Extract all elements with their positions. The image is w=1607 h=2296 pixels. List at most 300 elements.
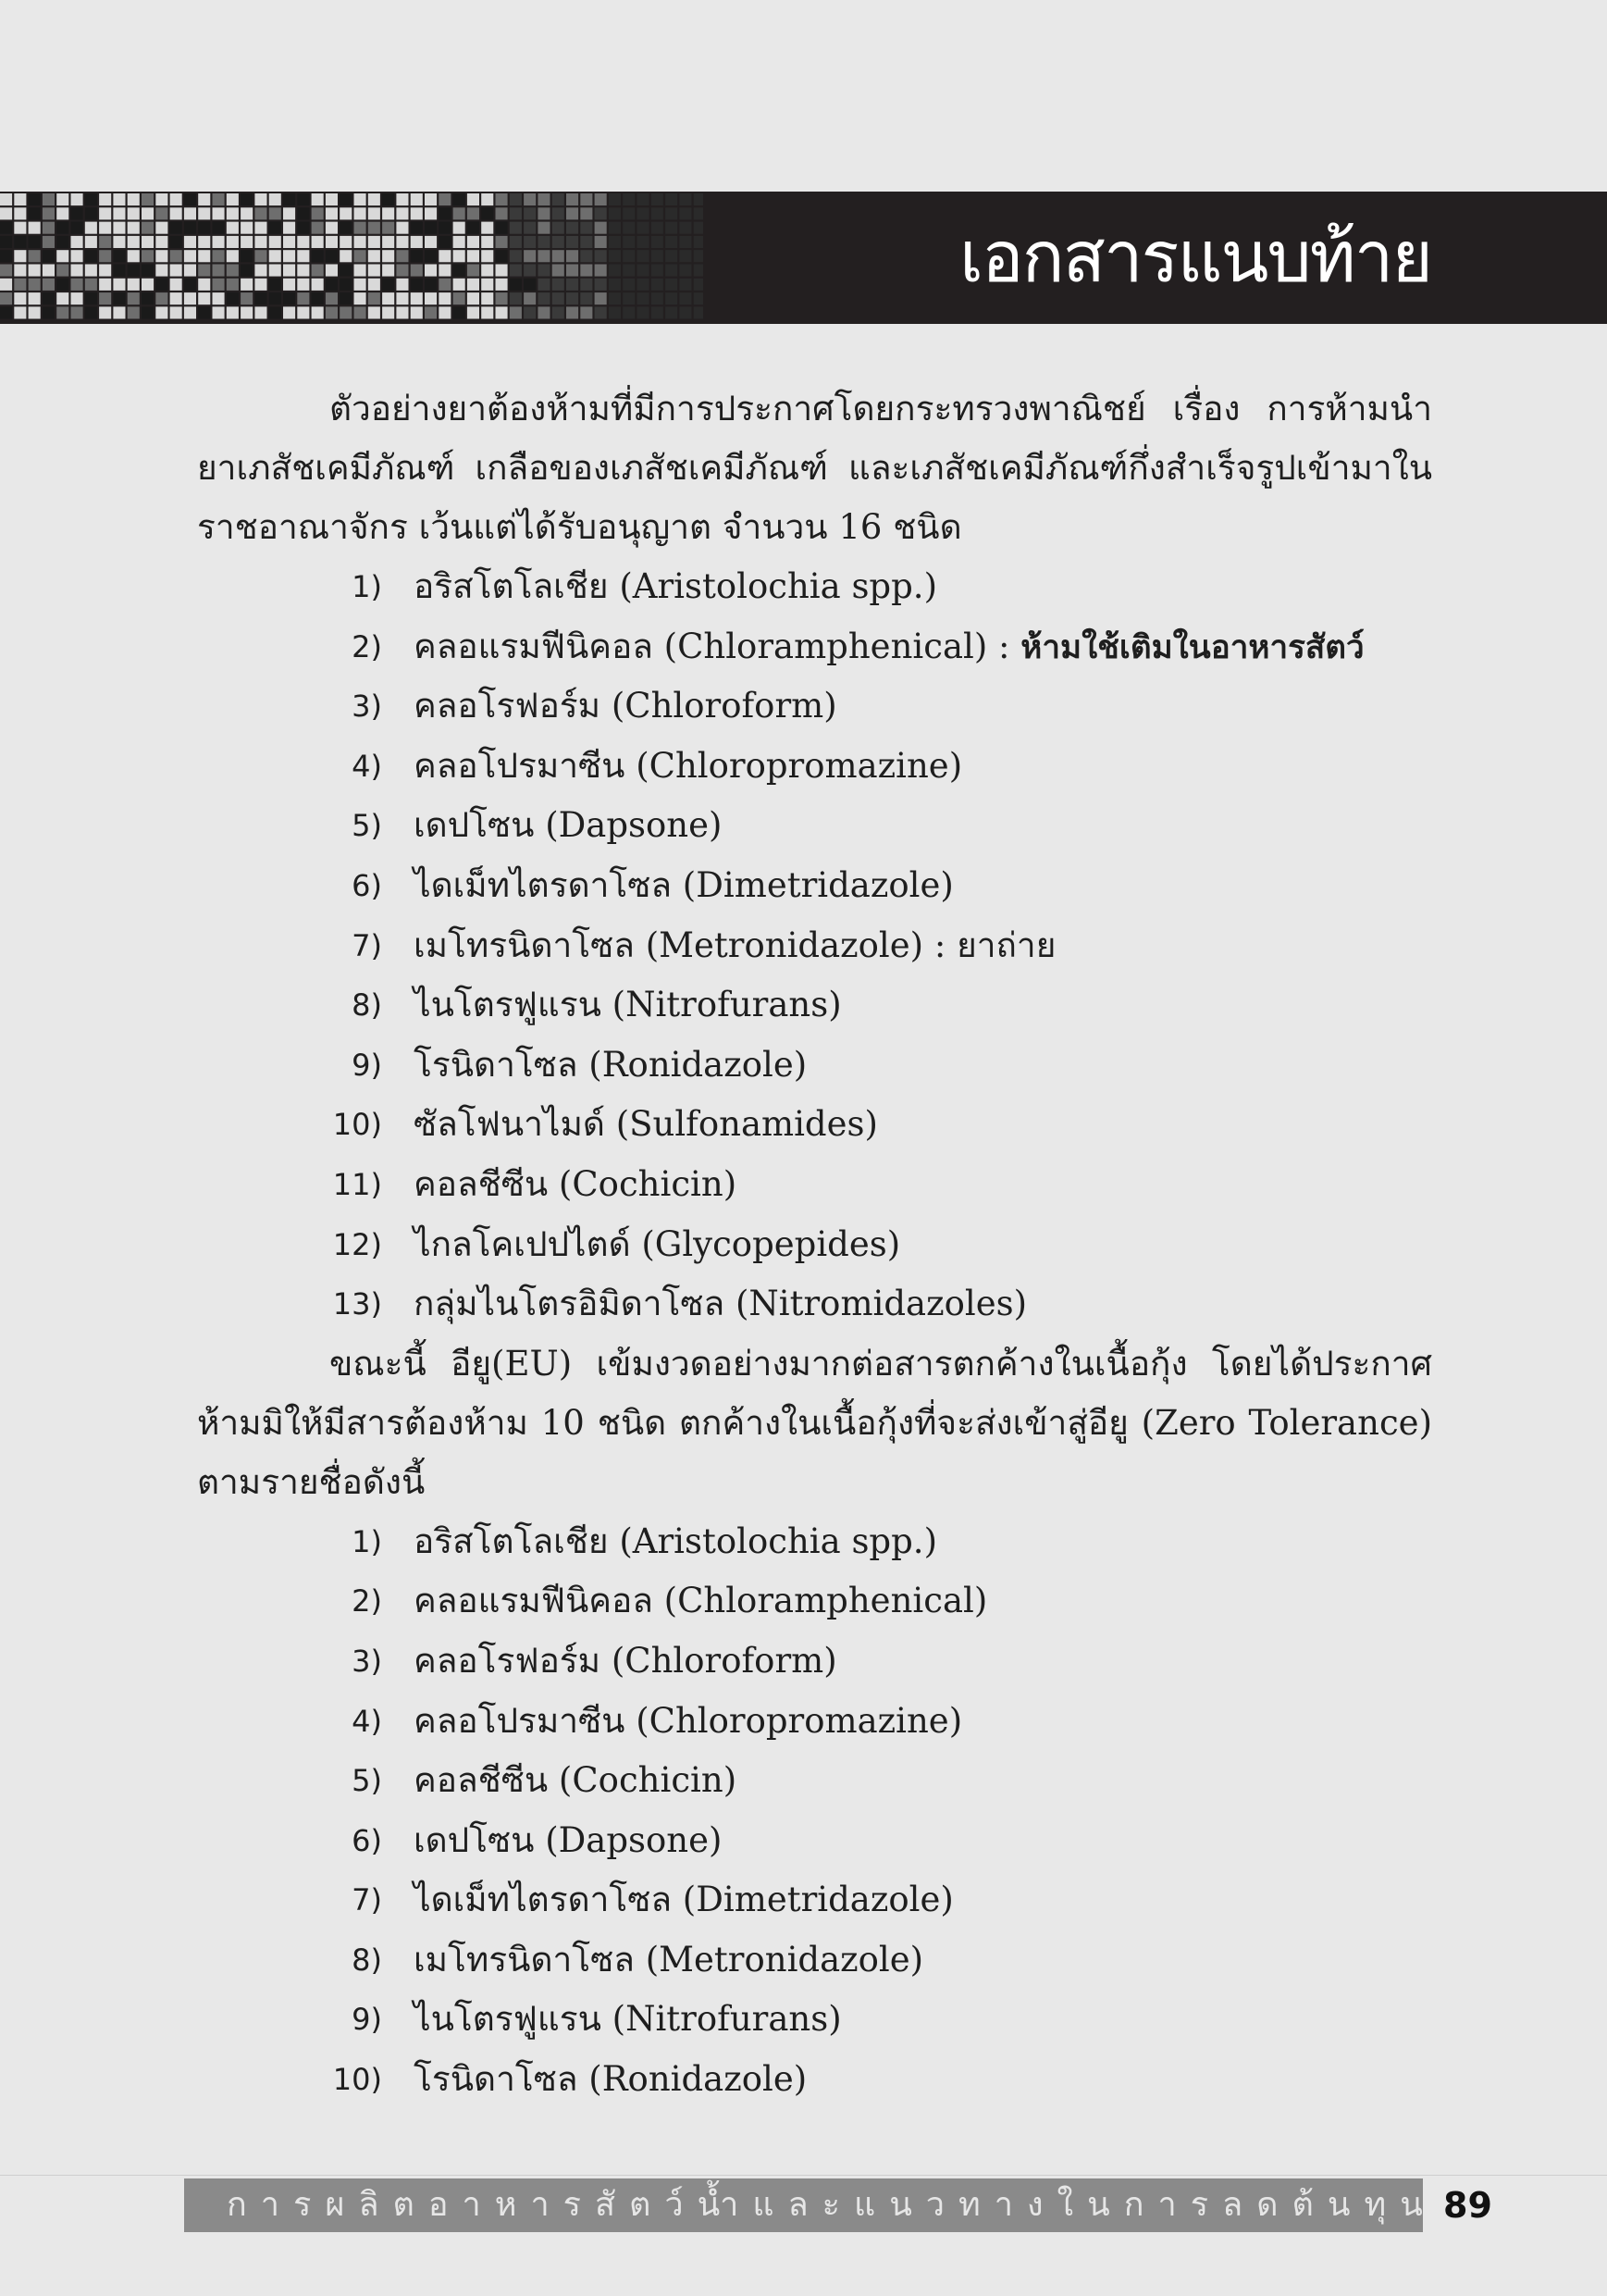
mosaic-tile bbox=[637, 193, 649, 205]
mosaic-tile bbox=[227, 250, 239, 262]
mosaic-tile bbox=[637, 236, 649, 248]
mosaic-tile bbox=[227, 292, 239, 304]
mosaic-tile bbox=[198, 193, 210, 205]
mosaic-tile bbox=[609, 222, 621, 234]
mosaic-tile bbox=[580, 306, 592, 318]
mosaic-tile bbox=[496, 292, 508, 304]
mosaic-tile bbox=[14, 250, 26, 262]
mosaic-tile bbox=[99, 222, 111, 234]
mosaic-tile bbox=[538, 265, 550, 277]
mosaic-tile bbox=[227, 279, 239, 291]
mosaic-tile bbox=[312, 292, 324, 304]
mosaic-tile bbox=[254, 292, 266, 304]
mosaic-tile bbox=[43, 292, 55, 304]
mosaic-tile bbox=[637, 292, 649, 304]
mosaic-tile bbox=[297, 292, 309, 304]
mosaic-tile bbox=[340, 222, 352, 234]
mosaic-tile bbox=[56, 306, 68, 318]
mosaic-tile bbox=[0, 236, 12, 248]
mosaic-tile bbox=[580, 222, 592, 234]
mosaic-tile bbox=[481, 306, 493, 318]
mosaic-tile bbox=[29, 236, 41, 248]
mosaic-tile bbox=[354, 292, 366, 304]
mosaic-tile bbox=[14, 222, 26, 234]
mosaic-tile bbox=[241, 279, 253, 291]
mosaic-tile bbox=[481, 222, 493, 234]
mosaic-tile bbox=[312, 250, 324, 262]
mosaic-tile bbox=[184, 207, 196, 219]
mosaic-tile bbox=[510, 279, 522, 291]
mosaic-tile bbox=[43, 250, 55, 262]
mosaic-tile bbox=[679, 250, 691, 262]
mosaic-tile bbox=[453, 193, 465, 205]
mosaic-tile bbox=[679, 265, 691, 277]
mosaic-tile bbox=[269, 250, 281, 262]
mosaic-tile bbox=[128, 292, 140, 304]
mosaic-tile bbox=[241, 193, 253, 205]
mosaic-tile bbox=[184, 193, 196, 205]
mosaic-tile bbox=[354, 207, 366, 219]
mosaic-tile bbox=[566, 207, 578, 219]
mosaic-tile bbox=[595, 207, 607, 219]
mosaic-tile bbox=[297, 265, 309, 277]
mosaic-tile bbox=[312, 222, 324, 234]
mosaic-tile bbox=[396, 236, 408, 248]
mosaic-tile bbox=[623, 265, 635, 277]
mosaic-tile bbox=[283, 236, 295, 248]
mosaic-tile bbox=[651, 193, 663, 205]
list-item: 8) ไนโตรฟูแรน (Nitrofurans) bbox=[352, 985, 842, 1025]
mosaic-tile bbox=[254, 306, 266, 318]
mosaic-tile bbox=[651, 265, 663, 277]
mosaic-tile bbox=[354, 193, 366, 205]
page-title: เอกสารแนบท้าย bbox=[958, 216, 1431, 298]
page-number: 89 bbox=[1443, 2185, 1492, 2226]
mosaic-tile bbox=[340, 292, 352, 304]
mosaic-tile bbox=[580, 250, 592, 262]
mosaic-tile bbox=[198, 292, 210, 304]
mosaic-tile bbox=[113, 306, 125, 318]
mosaic-tile bbox=[354, 250, 366, 262]
mosaic-tile bbox=[29, 279, 41, 291]
mosaic-tile bbox=[14, 193, 26, 205]
list-item: 12) ไกลโคเปปไตด์ (Glycopepides) bbox=[332, 1223, 901, 1264]
mosaic-tile bbox=[694, 265, 703, 277]
mosaic-tile bbox=[71, 222, 83, 234]
mosaic-tile bbox=[538, 207, 550, 219]
mosaic-tile bbox=[0, 265, 12, 277]
mosaic-tile bbox=[637, 222, 649, 234]
mosaic-tile bbox=[368, 292, 380, 304]
list-item: 9) ไนโตรฟูแรน (Nitrofurans) bbox=[352, 1999, 842, 2040]
mosaic-tile bbox=[99, 250, 111, 262]
mosaic-tile bbox=[142, 193, 154, 205]
mosaic-tile bbox=[439, 236, 451, 248]
mosaic-tile bbox=[142, 222, 154, 234]
mosaic-tile bbox=[312, 236, 324, 248]
mosaic-tile bbox=[368, 279, 380, 291]
mosaic-tile bbox=[552, 193, 564, 205]
mosaic-tile bbox=[254, 222, 266, 234]
mosaic-tile bbox=[213, 265, 225, 277]
mosaic-tile bbox=[382, 222, 394, 234]
mosaic-tile bbox=[14, 306, 26, 318]
mosaic-tile bbox=[552, 222, 564, 234]
mosaic-tile bbox=[241, 236, 253, 248]
mosaic-tile bbox=[56, 193, 68, 205]
mosaic-tile bbox=[71, 292, 83, 304]
mosaic-tile bbox=[467, 306, 479, 318]
mosaic-tile bbox=[170, 250, 182, 262]
mosaic-tile bbox=[538, 222, 550, 234]
mosaic-tile bbox=[411, 193, 423, 205]
mosaic-tile bbox=[382, 265, 394, 277]
list-item: 13) กลุ่มไนโตรอิมิดาโซล (Nitromidazoles) bbox=[332, 1284, 1028, 1324]
mosaic-tile bbox=[609, 306, 621, 318]
mosaic-tile bbox=[43, 236, 55, 248]
mosaic-tile bbox=[241, 306, 253, 318]
mosaic-tile bbox=[297, 236, 309, 248]
mosaic-tile bbox=[312, 279, 324, 291]
mosaic-tile bbox=[71, 265, 83, 277]
mosaic-tile bbox=[71, 236, 83, 248]
mosaic-tile bbox=[326, 250, 338, 262]
mosaic-tile bbox=[340, 193, 352, 205]
mosaic-tile bbox=[142, 207, 154, 219]
mosaic-tile bbox=[524, 193, 536, 205]
mosaic-tile bbox=[198, 265, 210, 277]
mosaic-tile bbox=[184, 222, 196, 234]
mosaic-tile bbox=[396, 207, 408, 219]
mosaic-tile bbox=[269, 265, 281, 277]
mosaic-tile bbox=[254, 236, 266, 248]
mosaic-tile bbox=[213, 236, 225, 248]
mosaic-tile bbox=[425, 250, 437, 262]
mosaic-tile bbox=[538, 306, 550, 318]
mosaic-tile bbox=[496, 250, 508, 262]
mosaic-tile bbox=[99, 207, 111, 219]
mosaic-tile bbox=[85, 306, 97, 318]
mosaic-tile bbox=[43, 265, 55, 277]
mosaic-tile bbox=[679, 292, 691, 304]
mosaic-tile bbox=[184, 265, 196, 277]
mosaic-tile bbox=[85, 279, 97, 291]
mosaic-tile bbox=[651, 236, 663, 248]
mosaic-tile bbox=[411, 279, 423, 291]
mosaic-tile bbox=[425, 306, 437, 318]
mosaic-tile bbox=[155, 306, 167, 318]
mosaic-tile bbox=[198, 279, 210, 291]
mosaic-tile bbox=[453, 236, 465, 248]
mosaic-tile bbox=[694, 292, 703, 304]
mosaic-tile bbox=[623, 292, 635, 304]
mosaic-tile bbox=[510, 222, 522, 234]
mosaic-tile bbox=[269, 222, 281, 234]
mosaic-tile bbox=[269, 207, 281, 219]
mosaic-tile bbox=[29, 193, 41, 205]
mosaic-tile bbox=[71, 279, 83, 291]
mosaic-tile bbox=[142, 292, 154, 304]
mosaic-tile bbox=[623, 236, 635, 248]
mosaic-tile bbox=[213, 279, 225, 291]
mosaic-tile bbox=[651, 292, 663, 304]
mosaic-tile bbox=[651, 222, 663, 234]
mosaic-tile bbox=[254, 207, 266, 219]
mosaic-tile bbox=[155, 193, 167, 205]
mosaic-tile bbox=[113, 207, 125, 219]
mosaic-tile bbox=[510, 207, 522, 219]
mosaic-tile bbox=[467, 236, 479, 248]
list-item: 10) ซัลโฟนาไมด์ (Sulfonamides) bbox=[332, 1104, 878, 1145]
mosaic-tile bbox=[142, 236, 154, 248]
mosaic-tile bbox=[241, 292, 253, 304]
mosaic-tile bbox=[85, 250, 97, 262]
mosaic-tile bbox=[213, 306, 225, 318]
mosaic-tile bbox=[354, 306, 366, 318]
mosaic-tile bbox=[170, 279, 182, 291]
mosaic-tile bbox=[56, 292, 68, 304]
mosaic-tile bbox=[29, 222, 41, 234]
mosaic-tile bbox=[396, 306, 408, 318]
mosaic-tile bbox=[155, 222, 167, 234]
mosaic-tile bbox=[679, 207, 691, 219]
mosaic-tile bbox=[623, 279, 635, 291]
mosaic-tile bbox=[595, 265, 607, 277]
mosaic-tile bbox=[453, 265, 465, 277]
mosaic-tile bbox=[566, 236, 578, 248]
mosaic-tile bbox=[595, 279, 607, 291]
mosaic-tile bbox=[297, 306, 309, 318]
mosaic-tile bbox=[411, 207, 423, 219]
mosaic-tile bbox=[382, 279, 394, 291]
mosaic-tile bbox=[297, 207, 309, 219]
mosaic-tile bbox=[14, 292, 26, 304]
mosaic-tile bbox=[425, 222, 437, 234]
mosaic-tile bbox=[241, 207, 253, 219]
mosaic-tile bbox=[85, 207, 97, 219]
mosaic-tile bbox=[439, 193, 451, 205]
mosaic-tile bbox=[213, 193, 225, 205]
mosaic-tile bbox=[113, 250, 125, 262]
mosaic-tile bbox=[595, 236, 607, 248]
mosaic-tile bbox=[340, 306, 352, 318]
mosaic-tile bbox=[354, 236, 366, 248]
mosaic-tile bbox=[254, 250, 266, 262]
mosaic-tile bbox=[241, 222, 253, 234]
mosaic-tile bbox=[651, 306, 663, 318]
mosaic-tile bbox=[694, 250, 703, 262]
mosaic-tile bbox=[312, 306, 324, 318]
mosaic-tile bbox=[155, 265, 167, 277]
mosaic-tile bbox=[198, 222, 210, 234]
mosaic-tile bbox=[679, 222, 691, 234]
mosaic-tile bbox=[411, 222, 423, 234]
mosaic-tile bbox=[368, 193, 380, 205]
mosaic-tile bbox=[396, 265, 408, 277]
mosaic-tile bbox=[99, 279, 111, 291]
banned-drugs-list bbox=[197, 557, 1432, 1334]
mosaic-tile bbox=[496, 306, 508, 318]
mosaic-tile bbox=[580, 292, 592, 304]
footer-book-title: การผลิตอาหารสัตว์น้ำและแนวทางในการลดต้นทุน bbox=[227, 2186, 1437, 2224]
mosaic-tile bbox=[0, 222, 12, 234]
mosaic-tile bbox=[269, 193, 281, 205]
mosaic-tile bbox=[694, 236, 703, 248]
mosaic-tile bbox=[566, 292, 578, 304]
mosaic-tile bbox=[170, 207, 182, 219]
mosaic-tile bbox=[312, 207, 324, 219]
mosaic-tile bbox=[99, 292, 111, 304]
mosaic-tile bbox=[14, 279, 26, 291]
mosaic-tile bbox=[467, 250, 479, 262]
footer-divider bbox=[0, 2175, 1607, 2176]
mosaic-tile bbox=[510, 292, 522, 304]
mosaic-tile bbox=[524, 250, 536, 262]
mosaic-tile bbox=[595, 292, 607, 304]
mosaic-tile bbox=[382, 306, 394, 318]
mosaic-tile bbox=[496, 222, 508, 234]
mosaic-tile bbox=[142, 250, 154, 262]
mosaic-tile bbox=[453, 207, 465, 219]
mosaic-tile bbox=[85, 193, 97, 205]
mosaic-tile bbox=[637, 265, 649, 277]
mosaic-tile bbox=[340, 279, 352, 291]
mosaic-tile bbox=[128, 250, 140, 262]
mosaic-tile bbox=[496, 236, 508, 248]
mosaic-tile bbox=[510, 306, 522, 318]
mosaic-tile bbox=[580, 279, 592, 291]
mosaic-tile bbox=[524, 265, 536, 277]
mosaic-tile bbox=[128, 193, 140, 205]
mosaic-tile bbox=[297, 279, 309, 291]
mosaic-tile bbox=[56, 279, 68, 291]
mosaic-tile bbox=[382, 250, 394, 262]
mosaic-tile bbox=[14, 236, 26, 248]
mosaic-tile bbox=[170, 292, 182, 304]
mosaic-tile bbox=[56, 207, 68, 219]
mosaic-tile bbox=[552, 279, 564, 291]
mosaic-tile bbox=[128, 265, 140, 277]
mosaic-tile bbox=[623, 193, 635, 205]
mosaic-tile bbox=[580, 207, 592, 219]
mosaic-tile bbox=[29, 306, 41, 318]
eu-banned-list bbox=[197, 1512, 1432, 2110]
mosaic-tile bbox=[411, 292, 423, 304]
mosaic-tile bbox=[623, 222, 635, 234]
mosaic-tile bbox=[439, 222, 451, 234]
mosaic-tile bbox=[155, 207, 167, 219]
mosaic-tile bbox=[283, 207, 295, 219]
mosaic-tile bbox=[184, 250, 196, 262]
mosaic-tile bbox=[496, 265, 508, 277]
mosaic-tile bbox=[0, 207, 12, 219]
mosaic-tile bbox=[396, 292, 408, 304]
mosaic-tile bbox=[538, 250, 550, 262]
mosaic-tile bbox=[396, 193, 408, 205]
mosaic-tile bbox=[651, 279, 663, 291]
mosaic-tile bbox=[326, 292, 338, 304]
mosaic-tile bbox=[439, 306, 451, 318]
mosaic-tile bbox=[694, 193, 703, 205]
mosaic-tile bbox=[170, 222, 182, 234]
mosaic-tile bbox=[637, 306, 649, 318]
mosaic-tile bbox=[0, 292, 12, 304]
mosaic-tile bbox=[453, 279, 465, 291]
mosaic-tile bbox=[524, 236, 536, 248]
mosaic-tile bbox=[595, 222, 607, 234]
mosaic-tile bbox=[595, 306, 607, 318]
mosaic-tile bbox=[467, 207, 479, 219]
mosaic-tile bbox=[411, 250, 423, 262]
mosaic-tile bbox=[56, 222, 68, 234]
list-item: 6) เดปโซน (Dapsone) bbox=[352, 1819, 723, 1860]
mosaic-tile bbox=[43, 306, 55, 318]
mosaic-tile bbox=[382, 193, 394, 205]
mosaic-tile bbox=[665, 222, 677, 234]
list-item: 5) เดปโซน (Dapsone) bbox=[352, 805, 723, 846]
mosaic-tile bbox=[524, 306, 536, 318]
mosaic-tile bbox=[354, 265, 366, 277]
mosaic-tile bbox=[566, 265, 578, 277]
mosaic-tile bbox=[170, 265, 182, 277]
mosaic-tile bbox=[283, 292, 295, 304]
mosaic-tile bbox=[227, 265, 239, 277]
mosaic-tile bbox=[43, 193, 55, 205]
mosaic-tile bbox=[184, 306, 196, 318]
intro-paragraph-2: ขณะนี้ อียู(EU) เข้มงวดอย่างมากต่อสารตกค้างในเนื้อกุ้ง โดยได้ประกาศห้ามมิให้มีสารต้องห้าม 10 ชนิด ตกค้างในเนื้อกุ้งที่จะส่งเข้าสู่อียู (Zero Tolerance) ตามรายชื่อดังนี้ bbox=[197, 1343, 1432, 1502]
mosaic-tile bbox=[43, 279, 55, 291]
mosaic-tile bbox=[425, 265, 437, 277]
mosaic-tile bbox=[467, 279, 479, 291]
mosaic-tile bbox=[665, 193, 677, 205]
mosaic-tile bbox=[538, 193, 550, 205]
list-item: 11) คอลชีซีน (Cochicin) bbox=[332, 1163, 737, 1204]
mosaic-tile bbox=[467, 292, 479, 304]
mosaic-tile bbox=[340, 250, 352, 262]
mosaic-tile bbox=[0, 306, 12, 318]
mosaic-tile bbox=[425, 279, 437, 291]
mosaic-tile bbox=[481, 279, 493, 291]
mosaic-tile bbox=[566, 250, 578, 262]
mosaic-tile bbox=[326, 236, 338, 248]
mosaic-tile bbox=[241, 265, 253, 277]
mosaic-tile bbox=[439, 292, 451, 304]
mosaic-tile bbox=[637, 207, 649, 219]
mosaic-tile bbox=[56, 236, 68, 248]
mosaic-tile bbox=[481, 292, 493, 304]
mosaic-tile bbox=[326, 306, 338, 318]
mosaic-tile bbox=[651, 207, 663, 219]
mosaic-tile bbox=[425, 207, 437, 219]
mosaic-tile bbox=[609, 250, 621, 262]
mosaic-tile bbox=[467, 265, 479, 277]
mosaic-tile bbox=[580, 265, 592, 277]
mosaic-tile bbox=[694, 207, 703, 219]
mosaic-tile bbox=[524, 222, 536, 234]
mosaic-tile bbox=[566, 222, 578, 234]
mosaic-tile bbox=[198, 250, 210, 262]
mosaic-tile bbox=[694, 222, 703, 234]
mosaic-tile bbox=[71, 250, 83, 262]
list-item: 4) คลอโปรมาซีน (Chloropromazine) bbox=[352, 1700, 963, 1741]
mosaic-tile bbox=[297, 250, 309, 262]
mosaic-tile bbox=[170, 193, 182, 205]
mosaic-tile bbox=[283, 265, 295, 277]
list-item: 7) ไดเม็ทไตรดาโซล (Dimetridazole) bbox=[352, 1880, 954, 1920]
mosaic-tile bbox=[566, 279, 578, 291]
mosaic-tile bbox=[411, 306, 423, 318]
list-item: 5) คอลชีซีน (Cochicin) bbox=[352, 1760, 737, 1801]
